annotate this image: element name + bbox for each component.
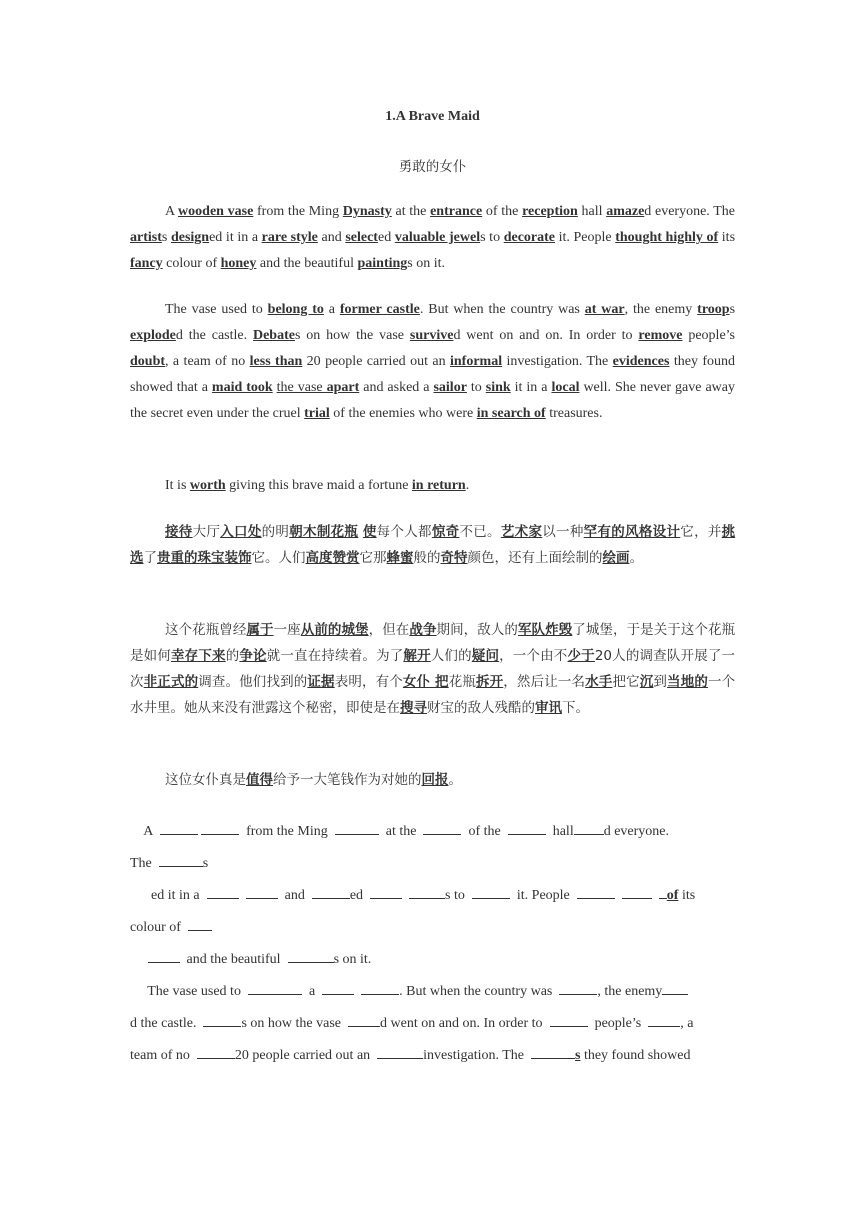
text-run: 以一种 — [542, 524, 584, 540]
key-phrase: 接待 — [165, 524, 193, 540]
exercise-text: 20 people carried out an — [234, 1048, 378, 1063]
text-run: 下。 — [562, 700, 589, 716]
exercise-text: from the Ming — [239, 824, 335, 839]
exercise-text: ed it in a — [130, 888, 207, 903]
key-phrase: s — [663, 354, 670, 369]
exercise-line — [130, 816, 750, 848]
exercise-text — [615, 888, 622, 903]
text-run: treasures. — [545, 406, 603, 421]
text-run: 20人的调查队开展了一次 — [130, 648, 736, 690]
text-run: 这位女仆真是 — [165, 772, 246, 788]
text-run: at the — [391, 204, 431, 219]
exercise-line — [130, 944, 750, 976]
text-run: 调查。他们找到的 — [198, 674, 308, 690]
key-phrase: apart — [326, 380, 360, 395]
text-run: ，但在 — [368, 622, 410, 638]
answer-blank[interactable] — [508, 819, 546, 835]
text-run: the vase — [276, 380, 327, 395]
text-run: 不已。 — [459, 524, 501, 540]
exercise-text: its — [678, 888, 696, 903]
exercise-text: d the castle. — [130, 1016, 204, 1031]
text-run: The vase used to — [165, 302, 268, 317]
text-run: s to — [480, 230, 504, 245]
answer-blank[interactable] — [335, 819, 379, 835]
page-subtitle: 勇敢的女仆 — [398, 159, 467, 175]
text-run: 这个花瓶曾经 — [165, 622, 247, 638]
exercise-text: The vase used to — [130, 984, 248, 999]
key-phrase: 水手 — [585, 674, 613, 690]
text-run: 的 — [225, 648, 240, 664]
answer-blank[interactable] — [559, 979, 597, 995]
exercise-text: The — [130, 856, 159, 871]
text-run: 就一直在持续着。为了 — [266, 648, 404, 664]
key-phrase: 搜寻 — [400, 700, 427, 716]
exercise-line — [130, 976, 750, 1008]
key-phrase: remove — [638, 328, 683, 343]
text-run: , the enemy — [624, 302, 698, 317]
answer-blank[interactable] — [659, 883, 667, 899]
answer-blank[interactable] — [662, 979, 688, 995]
text-run: It is — [165, 478, 190, 493]
key-phrase: reception — [522, 204, 578, 219]
answer-blank[interactable] — [622, 883, 652, 899]
answer-blank[interactable] — [207, 883, 239, 899]
key-phrase: 当地的 — [667, 674, 708, 690]
key-phrase: in return — [411, 478, 466, 493]
exercise-text: s — [575, 1048, 581, 1063]
exercise-text: investigation. The — [423, 1048, 531, 1063]
text-run: 到 — [653, 674, 668, 690]
text-run: ed — [377, 230, 395, 245]
text-run: s on how the vase — [294, 328, 410, 343]
answer-blank[interactable] — [197, 1043, 235, 1059]
exercise-text: and — [277, 888, 312, 903]
exercise-line — [130, 880, 750, 912]
key-phrase: 值得 — [246, 772, 273, 788]
key-phrase: evidence — [612, 354, 664, 369]
key-phrase: doubt — [130, 354, 166, 369]
exercise-text: team of no — [130, 1048, 197, 1063]
text-run: ，然后让一名 — [503, 674, 586, 690]
answer-blank[interactable] — [288, 947, 334, 963]
text-run: 人们的 — [430, 648, 472, 664]
exercise-line — [130, 1008, 750, 1040]
text-run: 把它 — [612, 674, 640, 690]
answer-blank[interactable] — [423, 819, 461, 835]
key-phrase: sailor — [433, 380, 467, 395]
exercise-text — [402, 888, 409, 903]
key-phrase: local — [551, 380, 580, 395]
text-run: a — [323, 302, 340, 317]
text-run: 给予一大笔钱作为对她的 — [273, 772, 422, 788]
exercise-text: colour of — [130, 920, 188, 935]
key-phrase: fancy — [130, 256, 163, 271]
text-run: . — [465, 478, 470, 493]
exercise-text: at the — [378, 824, 424, 839]
key-phrase: at war — [584, 302, 625, 317]
answer-blank[interactable] — [148, 947, 180, 963]
text-run: 它，并 — [680, 524, 722, 540]
english-paragraph-3 — [130, 473, 735, 499]
text-run: 大厅 — [192, 524, 221, 540]
text-run: ，一个由不 — [499, 648, 568, 664]
key-phrase: 朝木制花瓶 — [289, 524, 359, 540]
answer-blank[interactable] — [203, 1011, 241, 1027]
answer-blank[interactable] — [248, 979, 302, 995]
key-phrase: 贵重的珠宝装饰 — [157, 550, 252, 566]
key-phrase: wooden vase — [178, 204, 254, 219]
fill-in-exercise — [130, 816, 750, 1072]
answer-blank[interactable] — [201, 819, 239, 835]
key-phrase: trial — [304, 406, 330, 421]
key-phrase: 幸存下来 — [171, 648, 226, 664]
exercise-text — [652, 888, 659, 903]
answer-blank[interactable] — [361, 979, 399, 995]
exercise-text — [239, 888, 246, 903]
key-phrase: honey — [220, 256, 257, 271]
answer-blank[interactable] — [550, 1011, 588, 1027]
text-run: , a team of no — [165, 354, 250, 369]
text-run: 。 — [629, 550, 643, 566]
key-phrase: 争论 — [239, 648, 267, 664]
exercise-text: a — [301, 984, 323, 999]
exercise-text: s — [202, 856, 209, 871]
exercise-text: and the beautiful — [179, 952, 288, 967]
answer-blank[interactable] — [322, 979, 354, 995]
key-phrase: rare style — [261, 230, 318, 245]
key-phrase: informal — [449, 354, 503, 369]
key-phrase: less than — [249, 354, 303, 369]
key-phrase: 审讯 — [535, 700, 562, 716]
exercise-line — [130, 912, 750, 944]
key-phrase: entrance — [430, 204, 483, 219]
exercise-text: , the enemy — [597, 984, 663, 999]
text-run: and asked a — [359, 380, 434, 395]
key-phrase: 从前的城堡 — [300, 622, 369, 638]
text-run: 一座 — [273, 622, 301, 638]
text-run: its — [718, 230, 739, 245]
exercise-text — [354, 984, 361, 999]
key-phrase: 属于 — [246, 622, 274, 638]
exercise-line — [130, 1040, 750, 1072]
key-phrase: sink — [485, 380, 511, 395]
text-run: 花瓶 — [448, 674, 476, 690]
key-phrase: 奇特 — [440, 550, 468, 566]
key-phrase: 罕有的风格设计 — [583, 524, 681, 540]
text-run: and the beautiful — [256, 256, 358, 271]
text-run: 。 — [448, 772, 462, 788]
key-phrase: 高度赞赏 — [305, 550, 360, 566]
key-phrase: former castle — [339, 302, 420, 317]
exercise-text: s on it. — [333, 952, 372, 967]
text-run: 了 — [143, 550, 157, 566]
text-run: people’s — [682, 328, 739, 343]
key-phrase: troop — [697, 302, 730, 317]
english-paragraph-1 — [130, 199, 739, 277]
text-run: 表明，有个 — [334, 674, 403, 690]
key-phrase: artist — [130, 230, 162, 245]
key-phrase: 蜂蜜 — [386, 550, 414, 566]
key-phrase: design — [170, 230, 210, 245]
text-run: it in a — [510, 380, 552, 395]
exercise-text — [130, 952, 148, 967]
text-run: ed it in a — [209, 230, 262, 245]
exercise-text: it. People — [509, 888, 577, 903]
answer-blank[interactable] — [160, 819, 198, 835]
key-phrase: Dynasty — [342, 204, 392, 219]
exercise-text: of — [666, 888, 679, 903]
key-phrase: 惊奇 — [431, 524, 460, 540]
key-phrase: explode — [130, 328, 176, 343]
answer-blank[interactable] — [312, 883, 350, 899]
answer-blank[interactable] — [159, 851, 203, 867]
key-phrase: 军队炸毁 — [517, 622, 573, 638]
text-run: A — [165, 204, 179, 219]
text-run: 财宝的敌人残酷的 — [427, 700, 535, 716]
key-phrase: 证据 — [307, 674, 335, 690]
exercise-text: d went on and on. In order to — [380, 1016, 550, 1031]
text-run: d everyone. The — [644, 204, 739, 219]
key-phrase: 女仆 把 — [402, 674, 449, 690]
key-phrase: maid took — [211, 380, 273, 395]
key-phrase: valuable jewel — [394, 230, 481, 245]
exercise-text: s on how the vase — [241, 1016, 349, 1031]
page-title: 1.A Brave Maid — [385, 109, 480, 124]
key-phrase: 疑问 — [471, 648, 500, 664]
exercise-text: ed — [349, 888, 371, 903]
chinese-paragraph-2 — [130, 617, 735, 721]
english-paragraph-2 — [130, 297, 739, 427]
key-phrase: 挑选 — [130, 524, 736, 566]
key-phrase: survive — [409, 328, 454, 343]
answer-blank[interactable] — [348, 1011, 380, 1027]
exercise-text: people’s — [587, 1016, 649, 1031]
answer-blank[interactable] — [409, 883, 445, 899]
key-phrase: 拆开 — [475, 674, 504, 690]
answer-blank[interactable] — [377, 1043, 423, 1059]
text-run: to — [466, 380, 486, 395]
answer-blank[interactable] — [370, 883, 402, 899]
key-phrase: 绘画 — [602, 550, 630, 566]
exercise-text: of the — [461, 824, 508, 839]
text-run: 的明 — [261, 524, 290, 540]
exercise-text: d everyone. — [603, 824, 670, 839]
text-run: colour of — [162, 256, 221, 271]
key-phrase: 入口处 — [220, 524, 262, 540]
text-run: 般的 — [413, 550, 441, 566]
text-run: hall — [577, 204, 607, 219]
key-phrase: thought highly of — [615, 230, 719, 245]
text-run: 了城堡，于是关于这个花瓶是如何 — [130, 622, 736, 664]
chinese-paragraph-3 — [130, 767, 735, 793]
text-run: s — [161, 230, 171, 245]
text-run: d the castle. — [175, 328, 253, 343]
answer-blank[interactable] — [472, 883, 510, 899]
key-phrase: 战争 — [409, 622, 437, 638]
answer-blank[interactable] — [188, 915, 212, 931]
text-run: investigation. The — [502, 354, 613, 369]
text-run: of the — [482, 204, 523, 219]
exercise-text: . But when the country was — [399, 984, 560, 999]
key-phrase: select — [345, 230, 378, 245]
key-phrase: painting — [357, 256, 408, 271]
text-run: s on it. — [407, 256, 446, 271]
text-run: and — [317, 230, 346, 245]
exercise-text: they found showed — [580, 1048, 691, 1063]
key-phrase: 回报 — [421, 772, 449, 788]
text-run: they found showed that a — [130, 354, 739, 395]
answer-blank[interactable] — [577, 883, 615, 899]
text-run: it. People — [555, 230, 616, 245]
key-phrase: 解开 — [403, 648, 431, 664]
text-run: s — [729, 302, 739, 317]
text-run: 每个人都 — [376, 524, 432, 540]
key-phrase: Debate — [252, 328, 295, 343]
key-phrase: 非正式的 — [143, 674, 199, 690]
answer-blank[interactable] — [246, 883, 278, 899]
text-run: 它。人们 — [251, 550, 306, 566]
text-run: 它那 — [359, 550, 387, 566]
text-run: of the enemies who were — [329, 406, 477, 421]
text-run: well. She never gave away the secret even under the cruel — [130, 380, 739, 421]
text-run: 一个水井里。她从来没有泄露这个秘密，即使是在 — [130, 674, 736, 716]
key-phrase: belong to — [267, 302, 324, 317]
answer-blank[interactable] — [648, 1011, 680, 1027]
key-phrase: worth — [189, 478, 226, 493]
key-phrase: 艺术家 — [500, 524, 543, 540]
key-phrase: 沉 — [639, 674, 654, 690]
exercise-line — [130, 848, 750, 880]
exercise-text: A — [130, 824, 160, 839]
key-phrase: amaze — [606, 204, 645, 219]
text-run: 期间，敌人的 — [436, 622, 518, 638]
key-phrase: 使 — [362, 524, 377, 540]
key-phrase: in search of — [476, 406, 546, 421]
answer-blank[interactable] — [574, 819, 604, 835]
text-run: d went on and on. In order to — [453, 328, 639, 343]
exercise-text: , a — [680, 1016, 694, 1031]
text-run: 20 people carried out an — [302, 354, 450, 369]
text-run: giving this brave maid a fortune — [225, 478, 412, 493]
key-phrase: decorate — [503, 230, 555, 245]
exercise-text: hall — [545, 824, 574, 839]
text-run: . But when the country was — [419, 302, 585, 317]
exercise-text: s to — [445, 888, 472, 903]
text-run: from the Ming — [253, 204, 343, 219]
answer-blank[interactable] — [531, 1043, 575, 1059]
text-run: 颜色，还有上面绘制的 — [467, 550, 603, 566]
key-phrase: 少于 — [567, 648, 595, 664]
chinese-paragraph-1 — [130, 519, 735, 571]
